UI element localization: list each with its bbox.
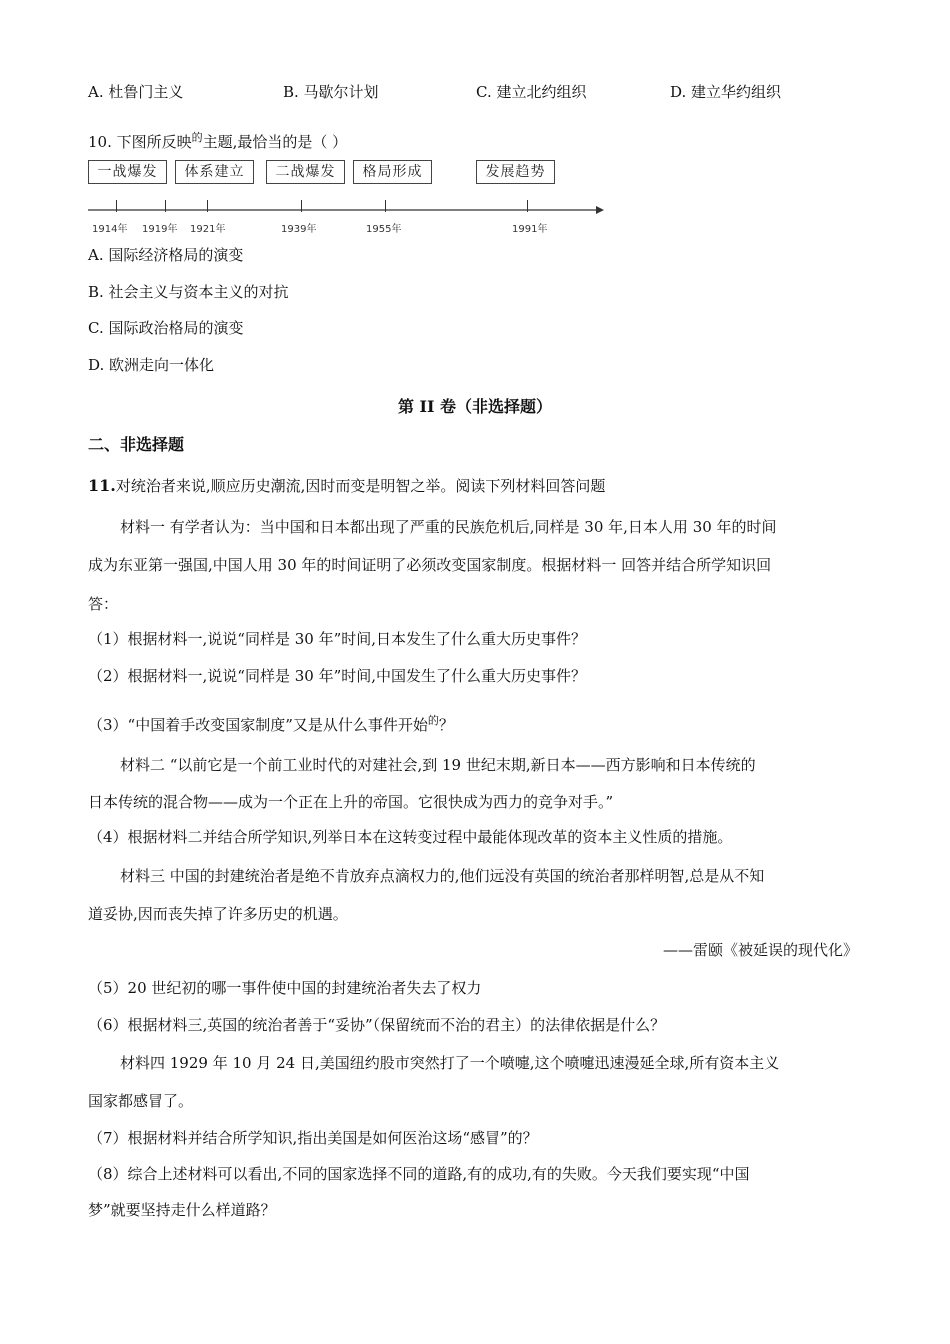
q11-material1-line2: 成为东亚第一强国,中国人用 30 年的时间证明了必须改变国家制度。根据材料一 回答并结合所学知识回 bbox=[88, 556, 772, 574]
q11-sub3: （3）“中国着手改变国家制度”又是从什么事件开始$^的$？ bbox=[88, 714, 454, 734]
q11-material2-line2: 日本传统的混合物——成为一个正在上升的帝国。它很快成为西力的竞争对手。” bbox=[88, 793, 614, 811]
timeline-box-pattern: 格局形成 bbox=[353, 160, 432, 184]
q10-option-d: D. 欧洲走向一体化 bbox=[88, 356, 215, 374]
q11-material4-line2: 国家都感冒了。 bbox=[88, 1092, 194, 1110]
timeline-tick-1919 bbox=[165, 200, 166, 212]
timeline-box-trend: 发展趋势 bbox=[476, 160, 555, 184]
q10-option-c: C. 国际政治格局的演变 bbox=[88, 319, 244, 337]
volume-title: 第 II 卷（非选择题） bbox=[397, 397, 553, 416]
q11-material3-line1: 材料三 中国的封建统治者是绝不肯放弃点滴权力的,他们远没有英国的统治者那样明智,总是从不知 bbox=[120, 867, 765, 885]
timeline-box-ww2: 二战爆发 bbox=[266, 160, 345, 184]
timeline-box-ww1: 一战爆发 bbox=[88, 160, 167, 184]
q11-sub8-line2: 梦”就要坚持走什么样道路？ bbox=[88, 1201, 276, 1219]
q10-stem: 10. 下图所反映$^的$主题,最恰当的是（ ） bbox=[88, 131, 348, 151]
q10-option-a: A. 国际经济格局的演变 bbox=[88, 246, 244, 264]
timeline-axis bbox=[88, 202, 608, 218]
q11-number: 11. bbox=[88, 476, 116, 495]
timeline-tick-1921 bbox=[207, 200, 208, 212]
timeline-year-1955: 1955年 bbox=[366, 224, 402, 235]
q9-options-row bbox=[0, 82, 950, 102]
q11-material3-source: ——雷颐《被延误的现代化》 bbox=[662, 941, 858, 959]
q11-material2-line1: 材料二 “以前它是一个前工业时代的对建社会,到 19 世纪末期,新日本——西方影响和日本传统的 bbox=[120, 756, 756, 774]
q11-sub6: （6）根据材料三,英国的统治者善于“妥协”（保留统而不治的君主）的法律依据是什么？ bbox=[88, 1016, 666, 1034]
section-title: 二、非选择题 bbox=[88, 435, 185, 454]
q11-sub1: （1）根据材料一,说说“同样是 30 年”时间,日本发生了什么重大历史事件？ bbox=[88, 630, 587, 648]
q9-option-c: C. 建立北约组织 bbox=[476, 83, 587, 101]
q11-sub4: （4）根据材料二并结合所学知识,列举日本在这转变过程中最能体现改革的资本主义性质的措施。 bbox=[88, 828, 733, 846]
q11-material4-line1: 材料四 1929 年 10 月 24 日,美国纽约股市突然打了一个喷嚏,这个喷嚏迅速漫延全球,所有资本主义 bbox=[120, 1054, 780, 1072]
q11-sub7: （7）根据材料并结合所学知识,指出美国是如何医治这场“感冒”的？ bbox=[88, 1129, 538, 1147]
timeline-tick-1939 bbox=[301, 200, 302, 212]
timeline-year-1919: 1919年 bbox=[142, 224, 178, 235]
q11-sub8-line1: （8）综合上述材料可以看出,不同的国家选择不同的道路,有的成功,有的失败。今天我们要实现“中国 bbox=[88, 1165, 750, 1183]
q9-option-a: A. 杜鲁门主义 bbox=[88, 83, 184, 101]
timeline-box-system: 体系建立 bbox=[175, 160, 254, 184]
q11-stem: 11.对统治者来说,顺应历史潮流,因时而变是明智之举。阅读下列材料回答问题 bbox=[88, 476, 606, 495]
q9-option-b: B. 马歇尔计划 bbox=[283, 83, 379, 101]
timeline-year-1921: 1921年 bbox=[190, 224, 226, 235]
timeline-tick-1955 bbox=[385, 200, 386, 212]
q9-option-d: D. 建立华约组织 bbox=[670, 83, 782, 101]
timeline-year-1991: 1991年 bbox=[512, 224, 548, 235]
timeline-tick-1991 bbox=[527, 200, 528, 212]
q11-material1-line1: 材料一 有学者认为：当中国和日本都出现了严重的民族危机后,同样是 30 年,日本人用 30 年的时间 bbox=[120, 518, 777, 536]
timeline-year-1939: 1939年 bbox=[281, 224, 317, 235]
q11-material3-line2: 道妥协,因而丧失掉了许多历史的机遇。 bbox=[88, 905, 348, 923]
q10-option-b: B. 社会主义与资本主义的对抗 bbox=[88, 283, 289, 301]
q11-material1-line3: 答： bbox=[88, 595, 119, 613]
q11-sub2: （2）根据材料一,说说“同样是 30 年”时间,中国发生了什么重大历史事件？ bbox=[88, 667, 587, 685]
timeline-year-1914: 1914年 bbox=[92, 224, 128, 235]
timeline-tick-1914 bbox=[116, 200, 117, 212]
q11-sub5: （5）20 世纪初的哪一事件使中国的封建统治者失去了权力 bbox=[88, 979, 482, 997]
